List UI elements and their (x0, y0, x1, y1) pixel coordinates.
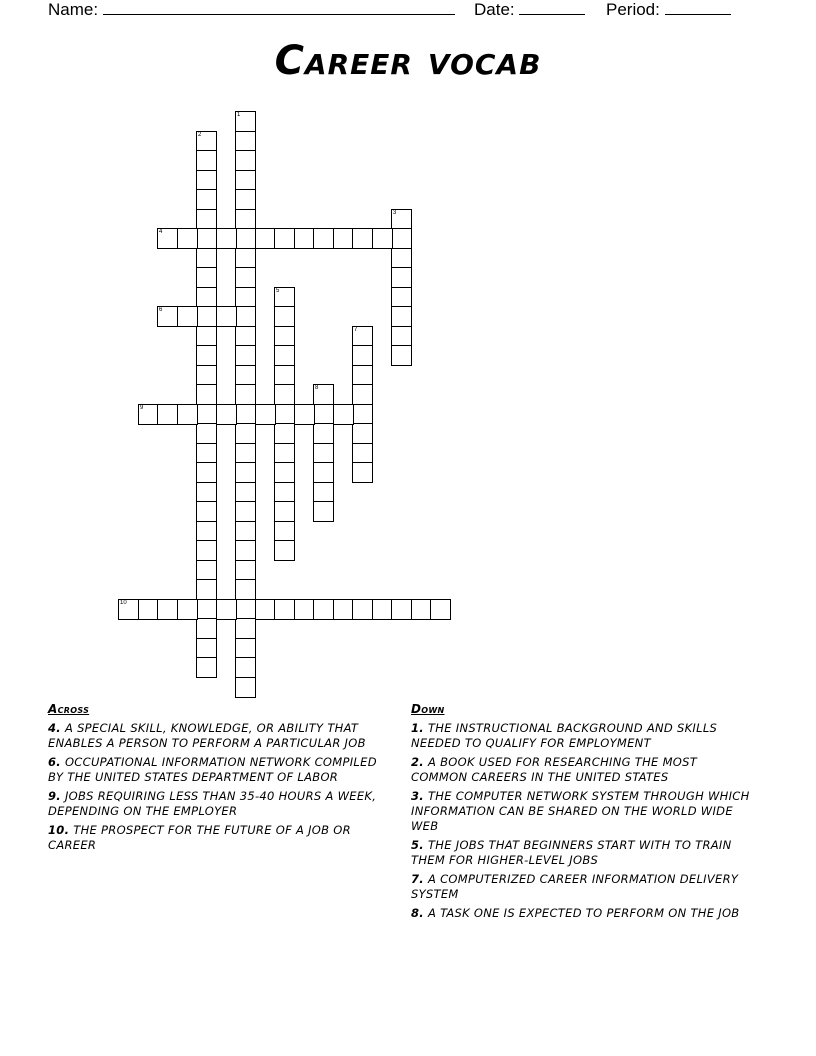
crossword-cell[interactable] (235, 365, 256, 386)
crossword-cell[interactable] (235, 404, 256, 425)
crossword-cell[interactable] (333, 404, 354, 425)
crossword-cell[interactable] (235, 111, 256, 132)
crossword-cell[interactable] (196, 560, 217, 581)
crossword-cell[interactable] (157, 404, 178, 425)
clue-down-5: 5. THE JOBS THAT BEGINNERS START WITH TO TRAIN THEM FOR HIGHER-LEVEL JOBS (411, 838, 732, 867)
crossword-cell[interactable] (196, 638, 217, 659)
clue-across-6: 6. OCCUPATIONAL INFORMATION NETWORK COMPILED BY THE UNITED STATES DEPARTMENT OF LABOR (48, 755, 377, 784)
crossword-cell[interactable] (235, 462, 256, 483)
crossword-cell[interactable] (235, 540, 256, 561)
crossword-cell[interactable] (235, 482, 256, 503)
crossword-cell[interactable] (352, 228, 373, 249)
crossword-cell[interactable] (313, 384, 334, 405)
crossword-cell[interactable] (138, 599, 159, 620)
crossword-cell[interactable] (372, 228, 393, 249)
crossword-cell[interactable] (274, 599, 295, 620)
crossword-cell[interactable] (274, 501, 295, 522)
crossword-cell[interactable] (274, 365, 295, 386)
date-label: Date: (474, 0, 515, 19)
crossword-cell[interactable] (274, 521, 295, 542)
crossword-cell[interactable] (352, 404, 373, 425)
clue-down-8: 8. A TASK ONE IS EXPECTED TO PERFORM ON THE JOB (411, 906, 740, 920)
crossword-cell[interactable] (352, 384, 373, 405)
crossword-cell[interactable] (216, 599, 237, 620)
crossword-cell[interactable] (196, 384, 217, 405)
down-clues (411, 702, 756, 925)
crossword-cell[interactable] (235, 209, 256, 230)
crossword-cell[interactable] (274, 482, 295, 503)
crossword-cell[interactable] (235, 677, 256, 698)
crossword-cell[interactable] (235, 560, 256, 581)
crossword-cell[interactable] (196, 404, 217, 425)
crossword-cell[interactable] (313, 228, 334, 249)
crossword-cell[interactable] (274, 345, 295, 366)
crossword-cell[interactable] (216, 306, 237, 327)
crossword-cell[interactable] (157, 306, 178, 327)
crossword-cell[interactable] (196, 501, 217, 522)
crossword-cell[interactable] (274, 326, 295, 347)
crossword-cell[interactable] (177, 599, 198, 620)
clue-down-2: 2. A BOOK USED FOR RESEARCHING THE MOST COMMON CAREERS IN THE UNITED STATES (411, 755, 698, 784)
cell-number: 1 (237, 112, 241, 118)
crossword-cell[interactable] (255, 599, 276, 620)
crossword-cell[interactable] (235, 521, 256, 542)
crossword-cell[interactable] (313, 599, 334, 620)
crossword-cell[interactable] (196, 462, 217, 483)
crossword-cell[interactable] (313, 462, 334, 483)
crossword-cell[interactable] (274, 462, 295, 483)
crossword-cell[interactable] (138, 404, 159, 425)
crossword-cell[interactable] (235, 501, 256, 522)
crossword-cell[interactable] (235, 131, 256, 152)
crossword-cell[interactable] (391, 326, 412, 347)
across-heading: Across (48, 702, 90, 716)
crossword-cell[interactable] (196, 618, 217, 639)
crossword-cell[interactable] (196, 228, 217, 249)
crossword-cell[interactable] (352, 443, 373, 464)
crossword-cell[interactable] (196, 306, 217, 327)
crossword-cell[interactable] (196, 443, 217, 464)
crossword-cell[interactable] (255, 404, 276, 425)
crossword-cell[interactable] (196, 482, 217, 503)
crossword-cell[interactable] (196, 423, 217, 444)
crossword-cell[interactable] (313, 482, 334, 503)
crossword-cell[interactable] (294, 599, 315, 620)
crossword-cell[interactable] (196, 287, 217, 308)
crossword-cell[interactable] (196, 345, 217, 366)
crossword-cell[interactable] (313, 404, 334, 425)
crossword-cell[interactable] (196, 657, 217, 678)
cell-number: 7 (354, 327, 358, 333)
cell-number: 4 (159, 229, 163, 235)
crossword-cell[interactable] (274, 306, 295, 327)
crossword-cell[interactable] (196, 599, 217, 620)
crossword-cell[interactable] (157, 228, 178, 249)
crossword-cell[interactable] (235, 150, 256, 171)
crossword-cell[interactable] (274, 423, 295, 444)
crossword-cell[interactable] (235, 170, 256, 191)
cell-number: 9 (140, 405, 144, 411)
crossword-cell[interactable] (235, 248, 256, 269)
crossword-cell[interactable] (352, 423, 373, 444)
crossword-cell[interactable] (235, 638, 256, 659)
crossword-cell[interactable] (196, 521, 217, 542)
crossword-cell[interactable] (196, 150, 217, 171)
crossword-cell[interactable] (274, 443, 295, 464)
crossword-cell[interactable] (255, 228, 276, 249)
clue-down-3: 3. THE COMPUTER NETWORK SYSTEM THROUGH WHICH INFORMATION CAN BE SHARED ON THE WORLD WIDE WEB (411, 789, 750, 833)
crossword-cell[interactable] (196, 579, 217, 600)
crossword-cell[interactable] (352, 599, 373, 620)
crossword-cell[interactable] (235, 326, 256, 347)
crossword-cell[interactable] (235, 189, 256, 210)
crossword-cell[interactable] (430, 599, 451, 620)
crossword-cell[interactable] (391, 248, 412, 269)
crossword-cell[interactable] (391, 228, 412, 249)
crossword-cell[interactable] (274, 287, 295, 308)
clue-down-1: 1. THE INSTRUCTIONAL BACKGROUND AND SKILLS NEEDED TO QUALIFY FOR EMPLOYMENT (411, 721, 718, 750)
crossword-cell[interactable] (235, 345, 256, 366)
crossword-cell[interactable] (274, 404, 295, 425)
name-label: Name: (48, 0, 99, 19)
cell-number: 5 (276, 288, 280, 294)
crossword-cell[interactable] (294, 228, 315, 249)
crossword-cell[interactable] (235, 423, 256, 444)
crossword-cell[interactable] (235, 267, 256, 288)
crossword-cell[interactable] (235, 228, 256, 249)
crossword-cell[interactable] (196, 540, 217, 561)
period-label: Period: (606, 0, 660, 19)
crossword-cell[interactable] (196, 209, 217, 230)
crossword-cell[interactable] (352, 462, 373, 483)
crossword-cell[interactable] (411, 599, 432, 620)
clue-across-4: 4. A SPECIAL SKILL, KNOWLEDGE, OR ABILITY THAT ENABLES A PERSON TO PERFORM A PARTICULAR JOB (48, 721, 366, 750)
crossword-cell[interactable] (196, 365, 217, 386)
crossword-cell[interactable] (216, 228, 237, 249)
crossword-cell[interactable] (391, 209, 412, 230)
crossword-cell[interactable] (294, 404, 315, 425)
crossword-cell[interactable] (157, 599, 178, 620)
crossword-cell[interactable] (391, 599, 412, 620)
cell-number: 3 (393, 210, 397, 216)
crossword-cell[interactable] (177, 306, 198, 327)
crossword-cell[interactable] (333, 599, 354, 620)
crossword-cell[interactable] (235, 618, 256, 639)
across-clues (48, 702, 393, 857)
crossword-cell[interactable] (177, 228, 198, 249)
crossword-cell[interactable] (196, 131, 217, 152)
crossword-cell[interactable] (274, 540, 295, 561)
crossword-cell[interactable] (352, 345, 373, 366)
crossword-cell[interactable] (196, 189, 217, 210)
crossword-cell[interactable] (313, 423, 334, 444)
crossword-cell[interactable] (274, 384, 295, 405)
crossword-cell[interactable] (391, 345, 412, 366)
crossword-cell[interactable] (118, 599, 139, 620)
cell-number: 10 (120, 600, 127, 606)
crossword-cell[interactable] (196, 248, 217, 269)
crossword-cell[interactable] (352, 365, 373, 386)
crossword-cell[interactable] (235, 443, 256, 464)
crossword-cell[interactable] (391, 306, 412, 327)
crossword-cell[interactable] (235, 287, 256, 308)
crossword-cell[interactable] (274, 228, 295, 249)
crossword-cell[interactable] (235, 657, 256, 678)
cell-number: 2 (198, 132, 202, 138)
crossword-cell[interactable] (235, 579, 256, 600)
crossword-cell[interactable] (352, 326, 373, 347)
crossword-cell[interactable] (235, 384, 256, 405)
crossword-cell[interactable] (313, 443, 334, 464)
down-heading: Down (411, 702, 445, 716)
crossword-cell[interactable] (196, 170, 217, 191)
crossword-cell[interactable] (391, 287, 412, 308)
crossword-cell[interactable] (216, 404, 237, 425)
crossword-cell[interactable] (235, 599, 256, 620)
clue-across-10: 10. THE PROSPECT FOR THE FUTURE OF A JOB OR CAREER (48, 823, 351, 852)
crossword-cell[interactable] (313, 501, 334, 522)
crossword-cell[interactable] (196, 326, 217, 347)
crossword-cell[interactable] (372, 599, 393, 620)
cell-number: 6 (159, 307, 163, 313)
crossword-cell[interactable] (196, 267, 217, 288)
page-title: Career vocab (274, 38, 542, 84)
crossword-cell[interactable] (333, 228, 354, 249)
crossword-cell[interactable] (235, 306, 256, 327)
cell-number: 8 (315, 385, 319, 391)
clue-down-7: 7. A COMPUTERIZED CAREER INFORMATION DELIVERY SYSTEM (411, 872, 739, 901)
clue-across-9: 9. JOBS REQUIRING LESS THAN 35-40 HOURS A WEEK, DEPENDING ON THE EMPLOYER (48, 789, 377, 818)
crossword-cell[interactable] (177, 404, 198, 425)
crossword-cell[interactable] (391, 267, 412, 288)
